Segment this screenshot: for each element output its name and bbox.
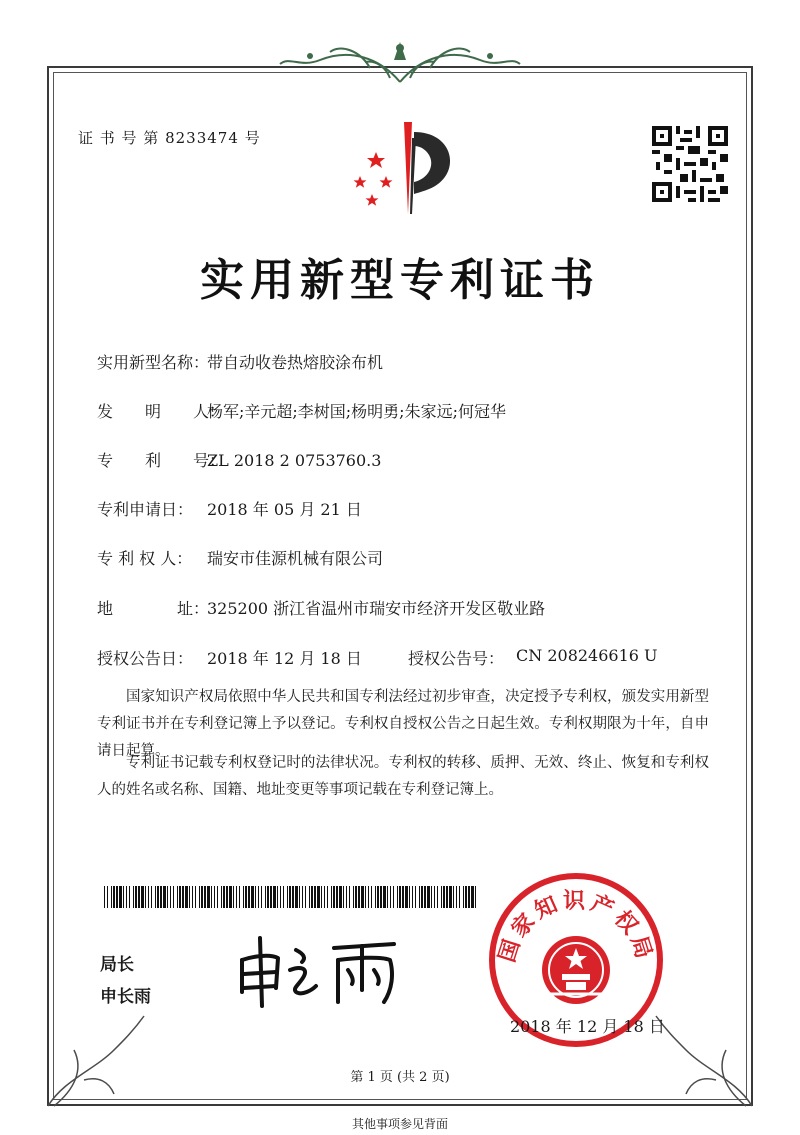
- field-row-utility-model-name: [97, 350, 383, 373]
- certificate-number: [78, 127, 261, 148]
- body-paragraph: 国家知识产权局依照中华人民共和国专利法经过初步审查，决定授予专利权，颁发实用新型专利证书并在专利登记簿上予以登记。专利权自授权公告之日起生效。专利权期限为十年，自申请日起算。: [97, 689, 709, 759]
- director-signature-icon: [234, 930, 414, 1010]
- field-value: 带自动收卷热熔胶涂布机: [207, 353, 384, 372]
- page-number: 第 1 页 (共 2 页): [350, 1070, 450, 1085]
- certificate-title: 实用新型专利证书: [200, 255, 600, 306]
- barcode-icon: [104, 886, 476, 908]
- field-value: 325200 浙江省温州市瑞安市经济开发区敬业路: [207, 599, 546, 618]
- field-row-grant-date: [97, 646, 362, 669]
- field-label: 实用新型名称：: [97, 353, 210, 372]
- field-row-address: [97, 596, 545, 619]
- field-label: 地 址：: [97, 599, 210, 618]
- field-row-patent-number: [97, 448, 381, 471]
- qr-code-icon: [652, 126, 728, 202]
- field-value: ZL 2018 2 0753760.3: [207, 451, 382, 470]
- seal-text: 国家知识产权局: [494, 889, 658, 966]
- field-label: 专利申请日：: [97, 500, 194, 519]
- field-value: 2018 年 12 月 18 日: [207, 649, 362, 668]
- director-name: 申长雨: [100, 987, 151, 1007]
- certificate-number-value: 8233474: [165, 129, 239, 147]
- field-value: 杨军;辛元超;李树国;杨明勇;朱家远;何冠华: [207, 402, 506, 421]
- field-label: 发 明 人：: [97, 402, 226, 421]
- director-title: 局长: [100, 955, 134, 975]
- footer-note: 其他事项参见背面: [351, 1117, 448, 1131]
- publication-number-label: 授权公告号：: [408, 649, 505, 668]
- patent-office-emblem-icon: [342, 118, 466, 218]
- publication-number-value: CN 208246616 U: [516, 646, 658, 665]
- field-label: 专 利 权 人：: [97, 549, 193, 568]
- field-row-application-date: [97, 497, 362, 520]
- certificate-number-suffix: 号: [244, 129, 261, 147]
- seal-date: 2018 年 12 月 18 日: [510, 1017, 665, 1036]
- corner-ornament-left-icon: [44, 1010, 154, 1110]
- field-value: 2018 年 05 月 21 日: [207, 500, 362, 519]
- field-label: 授权公告日：: [97, 649, 194, 668]
- field-row-patentee: [97, 546, 383, 569]
- field-label: 专 利 号：: [97, 451, 226, 470]
- field-value: 瑞安市佳源机械有限公司: [207, 549, 384, 568]
- body-paragraph: 专利证书记载专利权登记时的法律状况。专利权的转移、质押、无效、终止、恢复和专利权人的姓名或名称、国籍、地址变更等事项记载在专利登记簿上。: [97, 755, 709, 798]
- field-row-inventors: [97, 399, 506, 422]
- certificate-number-label: 证 书 号 第: [78, 129, 160, 147]
- top-ornament-icon: [270, 38, 530, 88]
